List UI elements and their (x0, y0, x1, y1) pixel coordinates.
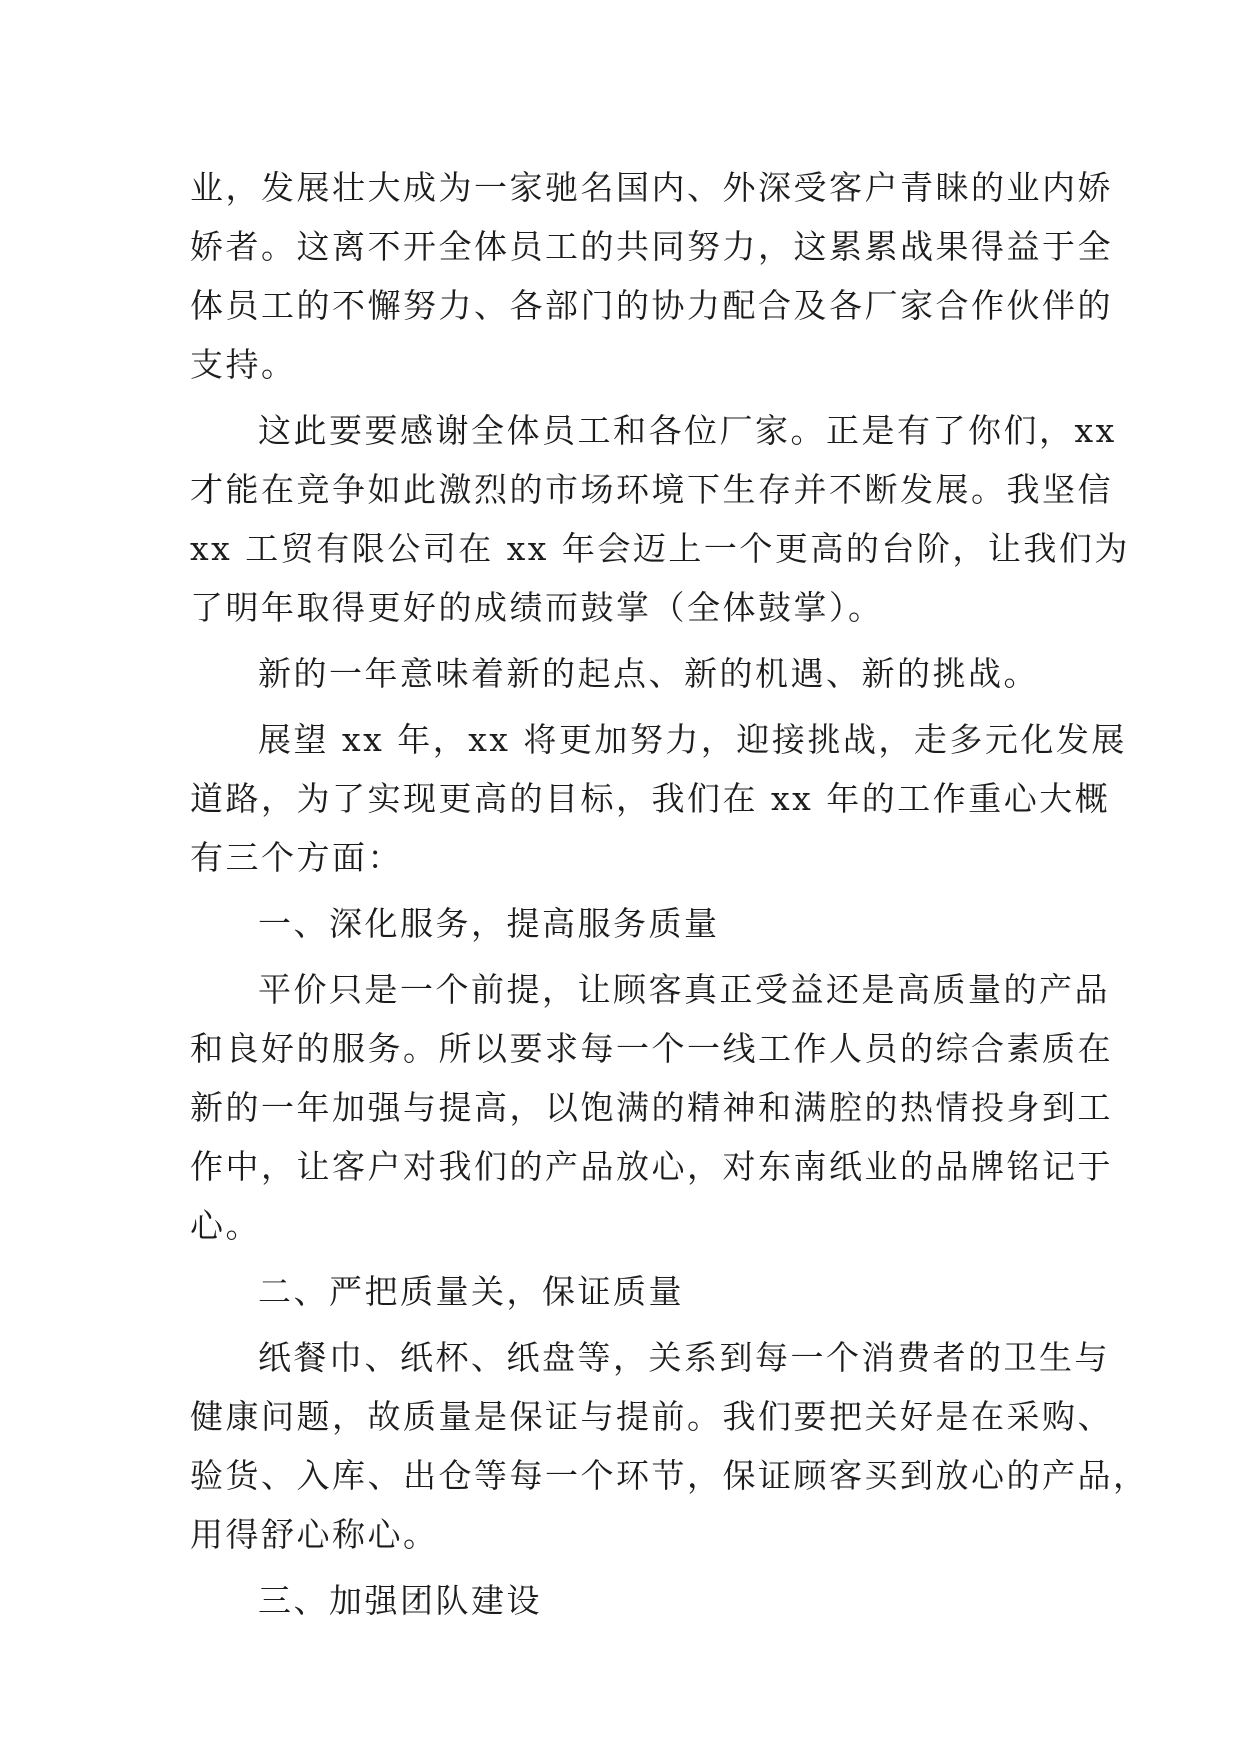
text-line: 心。 (190, 1206, 261, 1245)
text-line: 有三个方面： (190, 838, 403, 877)
paragraph-spacer (190, 394, 1046, 401)
text-line: 新的一年加强与提高，以饱满的精神和满腔的热情投身到工 (190, 1088, 1113, 1127)
paragraph-p8 (190, 1328, 1149, 1564)
text-line: 验货、入库、出仓等每一个环节，保证顾客买到放心的产品， (190, 1456, 1149, 1495)
paragraph-spacer (190, 1255, 1046, 1262)
paragraph-p1 (190, 158, 1113, 394)
text-line: xx 工贸有限公司在 xx 年会迈上一个更高的台阶，让我们为 (190, 529, 1130, 568)
text-line: 新的一年意味着新的起点、新的机遇、新的挑战。 (258, 654, 1039, 693)
paragraph-spacer (190, 1321, 1046, 1328)
text-line: 才能在竞争如此激烈的市场环境下生存并不断发展。我坚信 (190, 470, 1113, 509)
text-line: 三、加强团队建设 (258, 1581, 542, 1620)
paragraph-p6 (190, 960, 1113, 1255)
paragraph-p5 (190, 894, 1046, 953)
text-line: 平价只是一个前提，让顾客真正受益还是高质量的产品 (258, 970, 1110, 1009)
text-line: 展望 xx 年，xx 将更加努力，迎接挑战，走多元化发展 (258, 720, 1127, 759)
text-line: 业，发展壮大成为一家驰名国内、外深受客户青睐的业内娇 (190, 168, 1113, 207)
paragraph-p2 (190, 401, 1130, 637)
text-line: 娇者。这离不开全体员工的共同努力，这累累战果得益于全 (190, 227, 1113, 266)
text-line: 体员工的不懈努力、各部门的协力配合及各厂家合作伙伴的 (190, 286, 1113, 325)
paragraph-spacer (190, 637, 1046, 644)
paragraph-spacer (190, 1564, 1046, 1571)
text-line: 用得舒心称心。 (190, 1515, 439, 1554)
paragraph-spacer (190, 703, 1046, 710)
text-line: 纸餐巾、纸杯、纸盘等，关系到每一个消费者的卫生与 (258, 1338, 1110, 1377)
text-line: 道路，为了实现更高的目标，我们在 xx 年的工作重心大概 (190, 779, 1111, 818)
text-line: 一、深化服务，提高服务质量 (258, 904, 720, 943)
text-line: 健康问题，故质量是保证与提前。我们要把关好是在采购、 (190, 1397, 1113, 1436)
paragraph-p7 (190, 1262, 1046, 1321)
text-line: 和良好的服务。所以要求每一个一线工作人员的综合素质在 (190, 1029, 1113, 1068)
text-line: 这此要要感谢全体员工和各位厂家。正是有了你们，xx (258, 411, 1117, 450)
paragraph-spacer (190, 887, 1046, 894)
text-line: 二、严把质量关，保证质量 (258, 1272, 684, 1311)
paragraph-p9 (190, 1571, 1046, 1630)
text-line: 支持。 (190, 345, 297, 384)
document-body (190, 158, 1149, 1630)
paragraph-p4 (190, 710, 1127, 887)
text-line: 作中，让客户对我们的产品放心，对东南纸业的品牌铭记于 (190, 1147, 1113, 1186)
paragraph-spacer (190, 953, 1046, 960)
paragraph-p3 (190, 644, 1046, 703)
text-line: 了明年取得更好的成绩而鼓掌（全体鼓掌）。 (190, 588, 884, 627)
